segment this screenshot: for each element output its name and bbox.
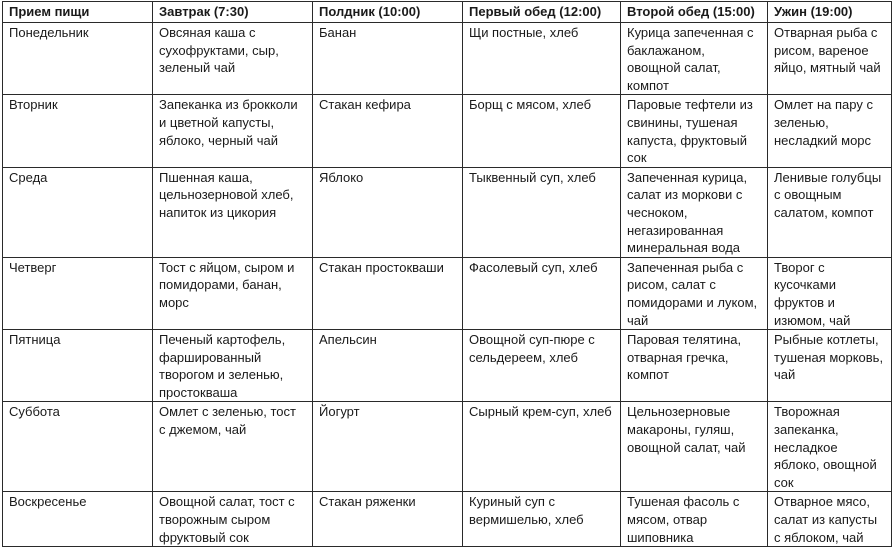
table-header-row xyxy=(3,2,892,23)
header-lunch-2: Второй обед (15:00) xyxy=(621,2,768,23)
snack-cell: Стакан простокваши xyxy=(313,257,463,329)
dinner-cell: Рыбные котлеты, тушеная морковь, чай xyxy=(768,330,892,402)
lunch2-cell: Цельнозерновые макароны, гуляш, овощной салат, чай xyxy=(621,402,768,492)
table-row xyxy=(3,95,892,167)
dinner-cell: Ленивые голубцы с овощным салатом, компот xyxy=(768,167,892,257)
day-cell: Вторник xyxy=(3,95,153,167)
table-row xyxy=(3,492,892,547)
dinner-cell: Отварная рыба с рисом, вареное яйцо, мятный чай xyxy=(768,23,892,95)
lunch2-cell: Тушеная фасоль с мясом, отвар шиповника xyxy=(621,492,768,547)
lunch2-cell: Курица запеченная с баклажаном, овощной салат, компот xyxy=(621,23,768,95)
lunch1-cell: Тыквенный суп, хлеб xyxy=(463,167,621,257)
dinner-cell: Омлет на пару с зеленью, несладкий морс xyxy=(768,95,892,167)
lunch2-cell: Паровая телятина, отварная гречка, компот xyxy=(621,330,768,402)
header-lunch-1: Первый обед (12:00) xyxy=(463,2,621,23)
snack-cell: Йогурт xyxy=(313,402,463,492)
table-row xyxy=(3,167,892,257)
breakfast-cell: Тост с яйцом, сыром и помидорами, банан, морс xyxy=(153,257,313,329)
day-cell: Суббота xyxy=(3,402,153,492)
breakfast-cell: Запеканка из брокколи и цветной капусты, яблоко, черный чай xyxy=(153,95,313,167)
table-row xyxy=(3,330,892,402)
day-cell: Пятница xyxy=(3,330,153,402)
snack-cell: Яблоко xyxy=(313,167,463,257)
snack-cell: Стакан кефира xyxy=(313,95,463,167)
header-dinner: Ужин (19:00) xyxy=(768,2,892,23)
lunch1-cell: Щи постные, хлеб xyxy=(463,23,621,95)
day-cell: Воскресенье xyxy=(3,492,153,547)
dinner-cell: Отварное мясо, салат из капусты с яблоком, чай xyxy=(768,492,892,547)
lunch1-cell: Борщ с мясом, хлеб xyxy=(463,95,621,167)
lunch2-cell: Паровые тефтели из свинины, тушеная капуста, фруктовый сок xyxy=(621,95,768,167)
snack-cell: Банан xyxy=(313,23,463,95)
breakfast-cell: Печеный картофель, фаршированный творогом и зеленью, простокваша xyxy=(153,330,313,402)
table-row xyxy=(3,257,892,329)
meal-plan-table xyxy=(2,1,892,547)
dinner-cell: Творожная запеканка, несладкое яблоко, овощной сок xyxy=(768,402,892,492)
lunch1-cell: Овощной суп-пюре с сельдереем, хлеб xyxy=(463,330,621,402)
lunch1-cell: Куриный суп с вермишелью, хлеб xyxy=(463,492,621,547)
lunch2-cell: Запеченная рыба с рисом, салат с помидорами и луком, чай xyxy=(621,257,768,329)
table-row xyxy=(3,402,892,492)
lunch2-cell: Запеченная курица, салат из моркови с чесноком, негазированная минеральная вода xyxy=(621,167,768,257)
breakfast-cell: Овсяная каша с сухофруктами, сыр, зеленый чай xyxy=(153,23,313,95)
breakfast-cell: Овощной салат, тост с творожным сыром фруктовый сок xyxy=(153,492,313,547)
header-breakfast: Завтрак (7:30) xyxy=(153,2,313,23)
day-cell: Понедельник xyxy=(3,23,153,95)
header-meal: Прием пищи xyxy=(3,2,153,23)
day-cell: Четверг xyxy=(3,257,153,329)
dinner-cell: Творог с кусочками фруктов и изюмом, чай xyxy=(768,257,892,329)
breakfast-cell: Пшенная каша, цельнозерновой хлеб, напиток из цикория xyxy=(153,167,313,257)
snack-cell: Апельсин xyxy=(313,330,463,402)
day-cell: Среда xyxy=(3,167,153,257)
snack-cell: Стакан ряженки xyxy=(313,492,463,547)
lunch1-cell: Сырный крем-суп, хлеб xyxy=(463,402,621,492)
table-row xyxy=(3,23,892,95)
header-snack: Полдник (10:00) xyxy=(313,2,463,23)
lunch1-cell: Фасолевый суп, хлеб xyxy=(463,257,621,329)
breakfast-cell: Омлет с зеленью, тост с джемом, чай xyxy=(153,402,313,492)
